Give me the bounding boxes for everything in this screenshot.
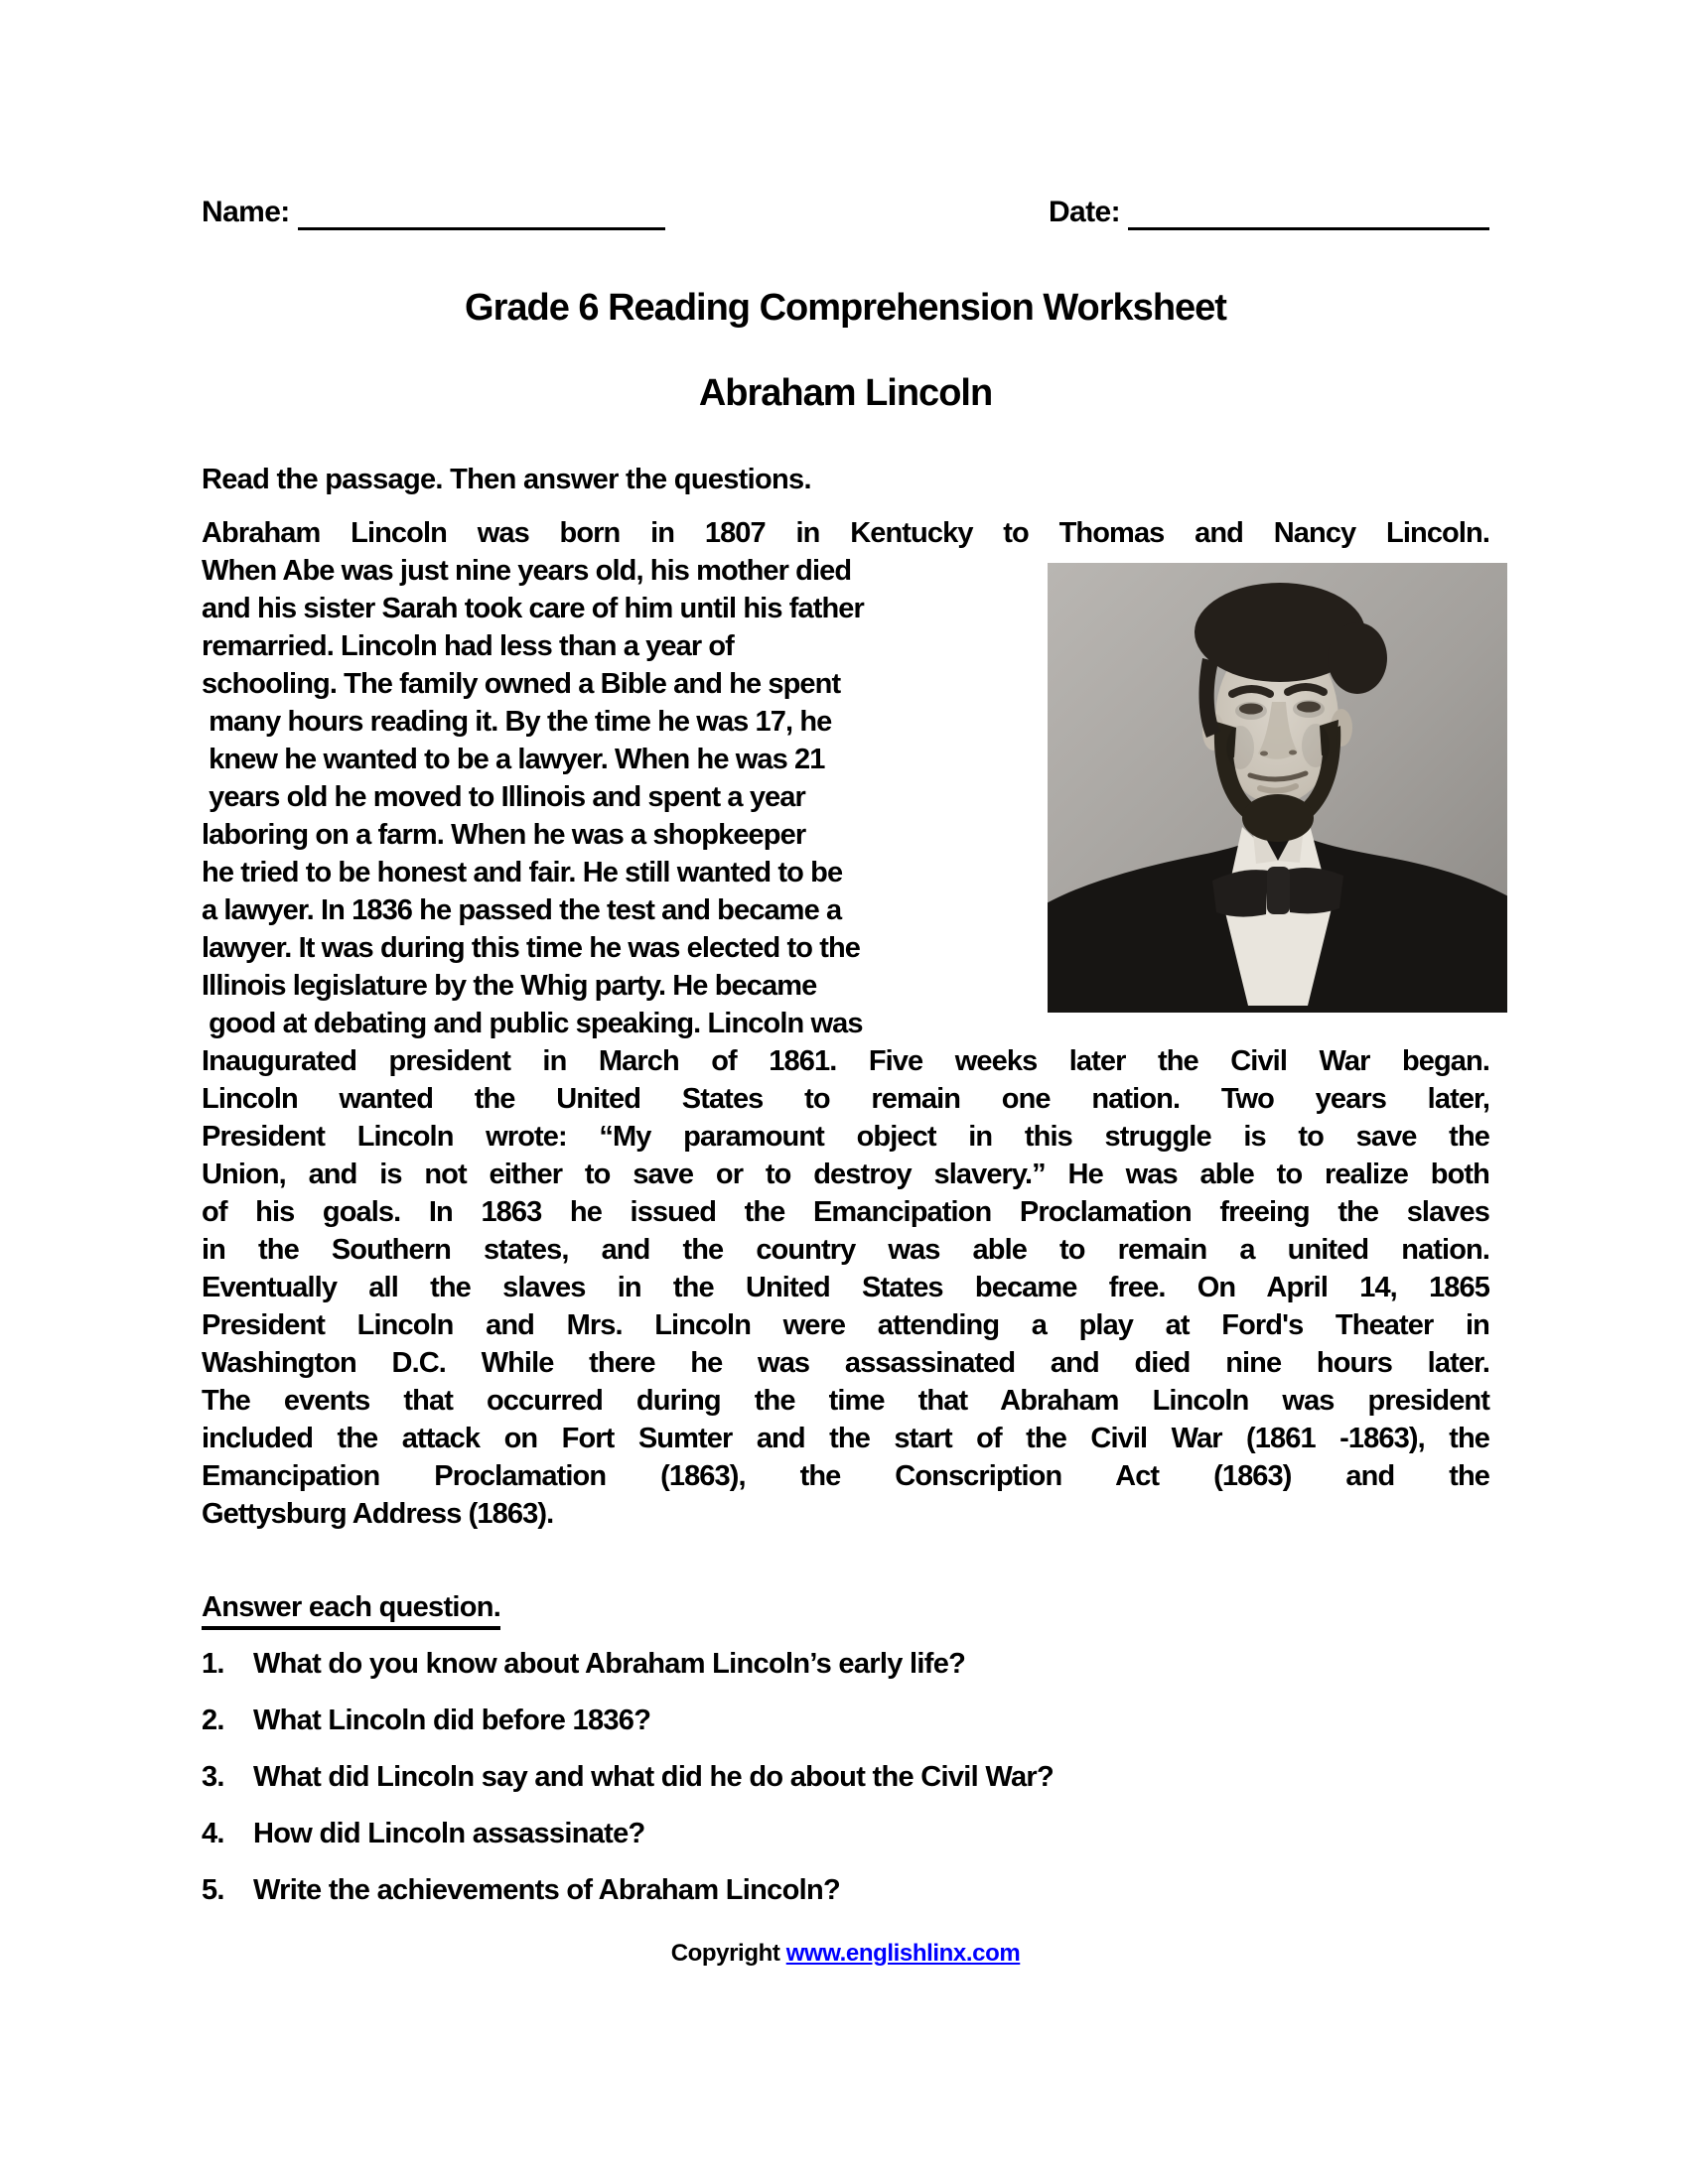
englishlinx-link[interactable]: www.englishlinx.com xyxy=(785,1940,1021,1967)
passage-line: years old he moved to Illinois and spent a year xyxy=(202,781,805,813)
question-number: 3. xyxy=(202,1761,224,1793)
question-number: 4. xyxy=(202,1818,224,1849)
name-label: Name: xyxy=(202,196,290,228)
passage-line: lawyer. It was during this time he was elected to the xyxy=(202,932,860,964)
question-number: 2. xyxy=(202,1705,224,1736)
question-text: Write the achievements of Abraham Lincoln? xyxy=(253,1874,840,1906)
passage-line: knew he wanted to be a lawyer. When he was 21 xyxy=(202,744,825,775)
passage-rest xyxy=(202,1042,1489,1533)
question-item xyxy=(202,1815,1489,1852)
passage-line: Eventually all the slaves in the United States became free. On April 14, 1865 xyxy=(202,1272,1489,1303)
passage-line: Illinois legislature by the Whig party. He became xyxy=(202,970,817,1002)
question-text: How did Lincoln assassinate? xyxy=(253,1818,645,1849)
passage-line: Washington D.C. While there he was assassinated and died nine hours later. xyxy=(202,1347,1489,1379)
passage-line: President Lincoln wrote: “My paramount object in this struggle is to save the xyxy=(202,1121,1489,1153)
passage-line: included the attack on Fort Sumter and the start of the Civil War (1861 -1863), the xyxy=(202,1423,1489,1454)
header-row xyxy=(202,195,1489,230)
date-label: Date: xyxy=(1048,196,1120,228)
lincoln-portrait-svg xyxy=(1048,563,1507,1013)
question-text: What Lincoln did before 1836? xyxy=(253,1705,651,1736)
footer xyxy=(202,1939,1489,1969)
questions-section xyxy=(202,1588,1489,1909)
questions-list xyxy=(202,1645,1489,1909)
question-number: 1. xyxy=(202,1648,224,1680)
passage-line: good at debating and public speaking. Lincoln was xyxy=(202,1008,863,1039)
page-title: Grade 6 Reading Comprehension Worksheet xyxy=(465,287,1226,329)
passage-line: President Lincoln and Mrs. Lincoln were attending a play at Ford's Theater in xyxy=(202,1309,1489,1341)
question-item xyxy=(202,1871,1489,1909)
passage-line: in the Southern states, and the country was able to remain a united nation. xyxy=(202,1234,1489,1266)
passage-line: Lincoln wanted the United States to remain one nation. Two years later, xyxy=(202,1083,1489,1115)
passage-line: and his sister Sarah took care of him until his father xyxy=(202,593,864,624)
question-text: What do you know about Abraham Lincoln’s early life? xyxy=(253,1648,966,1680)
passage-wrap-text xyxy=(202,552,1036,1042)
question-number: 5. xyxy=(202,1874,224,1906)
worksheet-content xyxy=(202,195,1489,1969)
passage-line: schooling. The family owned a Bible and he spent xyxy=(202,668,841,700)
passage-line: laboring on a farm. When he was a shopkeeper xyxy=(202,819,806,851)
passage-line: many hours reading it. By the time he was 17, he xyxy=(202,706,832,738)
passage-wrap-row xyxy=(202,552,1489,1042)
copyright-label: Copyright xyxy=(670,1940,786,1967)
passage-line: Emancipation Proclamation (1863), the Conscription Act (1863) and the xyxy=(202,1460,1489,1492)
passage-line: remarried. Lincoln had less than a year of xyxy=(202,630,734,662)
passage-line: When Abe was just nine years old, his mother died xyxy=(202,555,852,587)
passage-line: Abraham Lincoln was born in 1807 in Kentucky to Thomas and Nancy Lincoln. xyxy=(202,517,1489,549)
date-field xyxy=(1049,195,1489,230)
passage-line: he tried to be honest and fair. He still wanted to be xyxy=(202,857,843,888)
page-subtitle: Abraham Lincoln xyxy=(698,372,993,414)
instructions-text: Read the passage. Then answer the questions. xyxy=(202,464,811,495)
passage-line: Gettysburg Address (1863). xyxy=(202,1498,554,1530)
questions-heading-text: Answer each question. xyxy=(202,1591,500,1630)
question-text: What did Lincoln say and what did he do about the Civil War? xyxy=(253,1761,1054,1793)
passage-line: The events that occurred during the time that Abraham Lincoln was president xyxy=(202,1385,1489,1417)
passage-line: Inaugurated president in March of 1861. Five weeks later the Civil War began. xyxy=(202,1045,1489,1077)
name-blank-line xyxy=(298,198,665,230)
question-item xyxy=(202,1758,1489,1796)
passage-line: Union, and is not either to save or to destroy slavery.” He was able to realize both xyxy=(202,1159,1489,1190)
date-blank-line xyxy=(1128,198,1489,230)
question-item xyxy=(202,1645,1489,1683)
passage xyxy=(202,514,1489,1533)
passage-line: of his goals. In 1863 he issued the Emancipation Proclamation freeing the slaves xyxy=(202,1196,1489,1228)
passage-line: a lawyer. In 1836 he passed the test and became a xyxy=(202,894,842,926)
question-item xyxy=(202,1702,1489,1739)
lincoln-portrait-image xyxy=(1048,563,1507,1013)
name-field xyxy=(202,195,665,230)
questions-heading xyxy=(202,1588,1489,1626)
